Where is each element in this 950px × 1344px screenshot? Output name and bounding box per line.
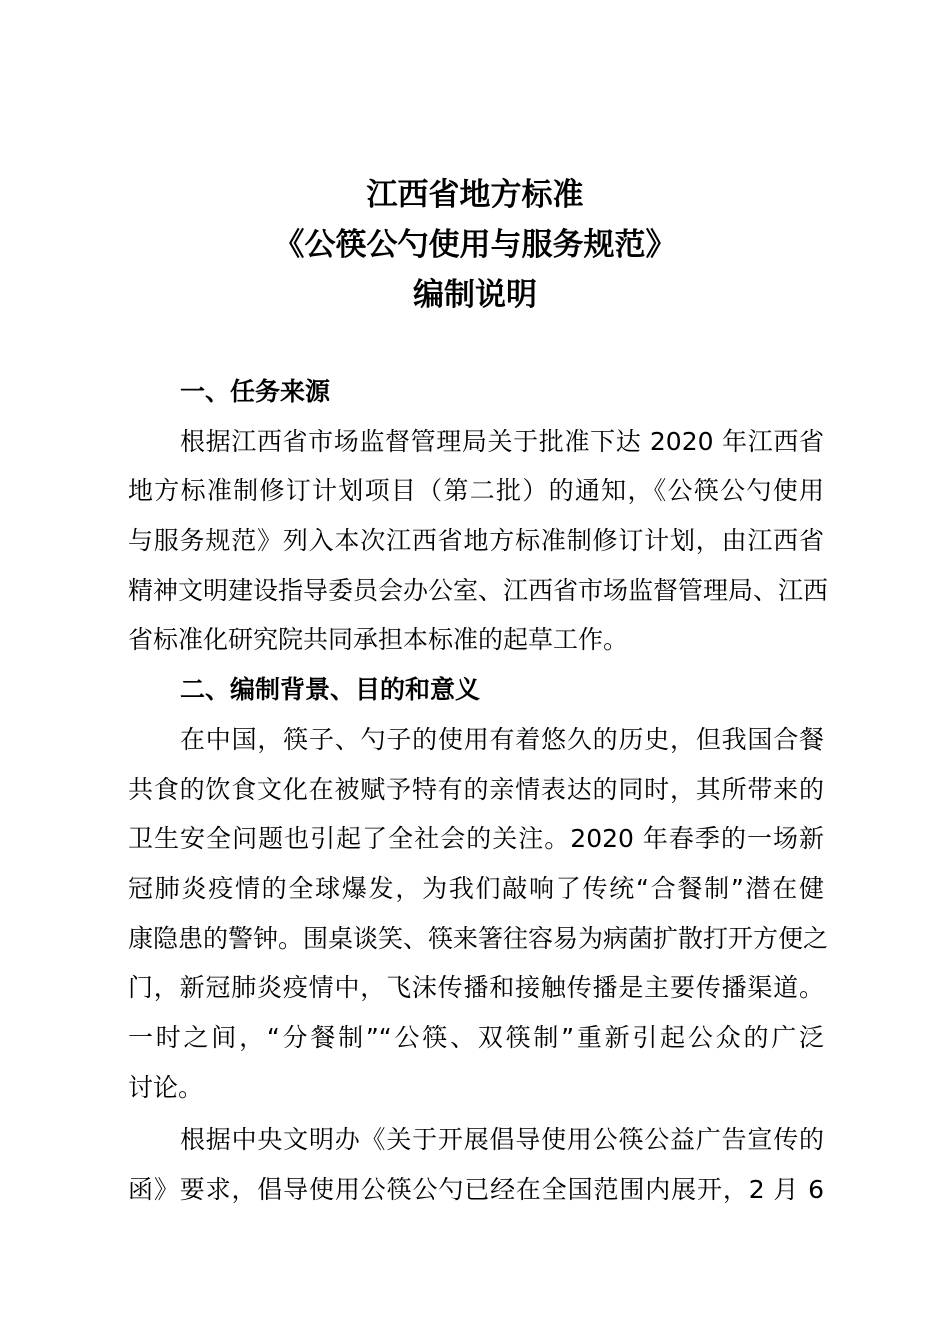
document-body bbox=[128, 372, 829, 1220]
text-line: 函》要求，倡导使用公筷公勺已经在全国范围内展开，2 月 6 bbox=[128, 1175, 824, 1204]
section-heading: 二、编制背景、目的和意义 bbox=[180, 675, 481, 705]
text-line: 在中国，筷子、勺子的使用有着悠久的历史，但我国合餐 bbox=[180, 724, 824, 754]
text-line: 康隐患的警钟。围桌谈笑、筷来箸往容易为病菌扩散打开方便之 bbox=[128, 923, 829, 953]
document-title-line-1: 江西省地方标准 bbox=[366, 177, 584, 213]
document-title-line-3: 编制说明 bbox=[413, 277, 537, 313]
text-line: 冠肺炎疫情的全球爆发，为我们敲响了传统“合餐制”潜在健 bbox=[128, 873, 824, 903]
text-line: 省标准化研究院共同承担本标准的起草工作。 bbox=[128, 625, 629, 655]
section-heading: 一、任务来源 bbox=[180, 377, 331, 406]
text-line: 共食的饮食文化在被赋予特有的亲情表达的同时，其所带来的 bbox=[128, 774, 824, 804]
text-line: 卫生安全问题也引起了全社会的关注。2020 年春季的一场新 bbox=[128, 824, 824, 854]
text-line: 精神文明建设指导委员会办公室、江西省市场监督管理局、江西 bbox=[128, 575, 829, 605]
text-line: 门，新冠肺炎疫情中，飞沫传播和接触传播是主要传播渠道。 bbox=[128, 973, 824, 1003]
text-line: 一时之间，“分餐制”“公筷、双筷制”重新引起公众的广泛 bbox=[128, 1022, 824, 1052]
text-line: 地方标准制修订计划项目（第二批）的通知，《公筷公勺使用 bbox=[128, 476, 824, 506]
text-line: 根据江西省市场监督管理局关于批准下达 2020 年江西省 bbox=[180, 426, 824, 456]
document-title-line-2: 《公筷公勺使用与服务规范》 bbox=[273, 227, 677, 263]
text-line: 与服务规范》列入本次江西省地方标准制修订计划，由江西省 bbox=[128, 526, 824, 556]
text-line: 根据中央文明办《关于开展倡导使用公筷公益广告宣传的 bbox=[180, 1125, 824, 1155]
text-line: 讨论。 bbox=[128, 1072, 204, 1102]
